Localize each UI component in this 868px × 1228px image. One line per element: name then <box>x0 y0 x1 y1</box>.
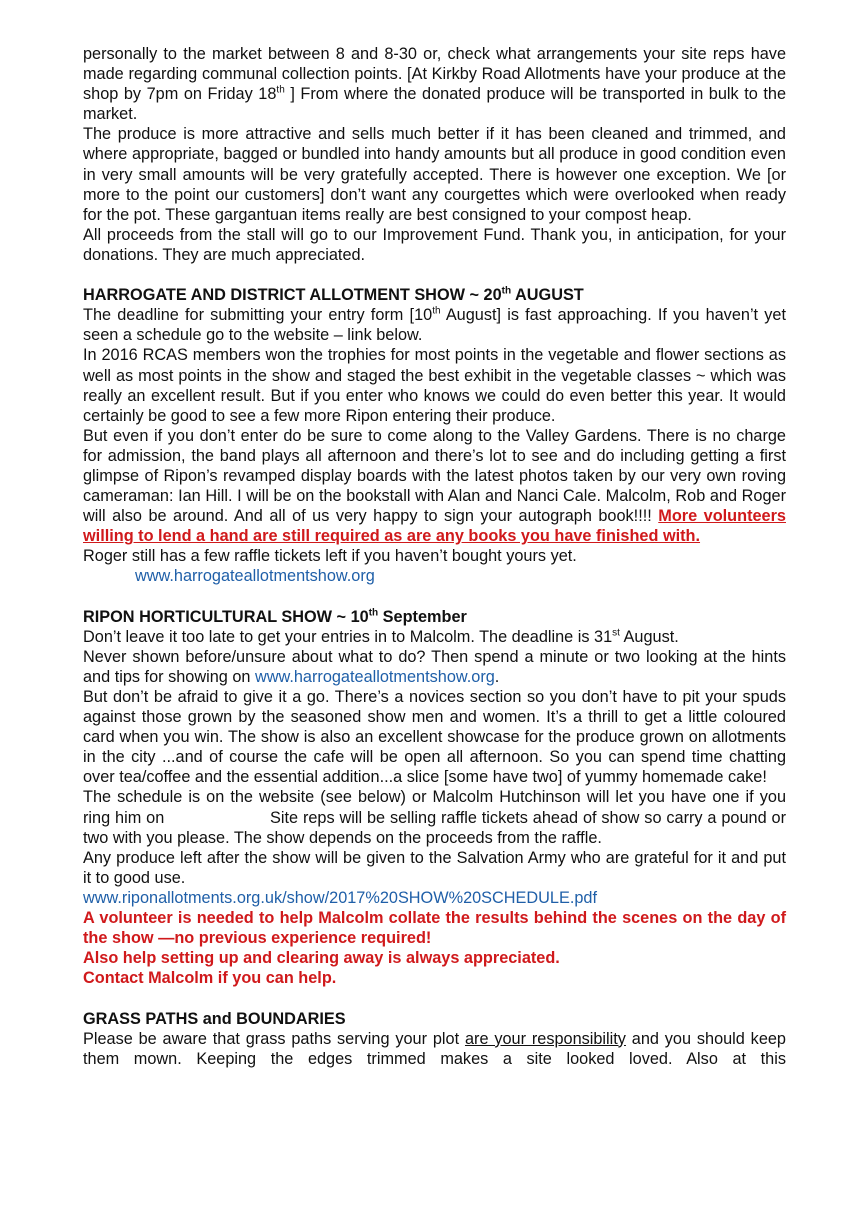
harrogate-show-heading: HARROGATE AND DISTRICT ALLOTMENT SHOW ~ 20th AUGUST <box>83 285 584 305</box>
harrogate-website-inline-link[interactable]: www.harrogateallotmentshow.org <box>254 667 495 686</box>
ripon-paragraph-5: Any produce left after the show will be given to the Salvation Army who are grateful for it and put it to good use. <box>83 848 786 887</box>
harrogate-paragraph-1: The deadline for submitting your entry form [10th August] is fast approaching. If you haven’t yet seen a schedule go to the website – link below. <box>83 305 786 345</box>
grass-paths-heading: GRASS PATHS and BOUNDARIES <box>83 1009 346 1028</box>
responsibility-emphasis: are your responsibility <box>464 1029 626 1048</box>
harrogate-link-line <box>83 566 786 586</box>
harrogate-paragraph-4: Roger still has a few raffle tickets left if you haven’t bought yours yet. <box>83 547 577 566</box>
harrogate-website-link[interactable]: www.harrogateallotmentshow.org <box>135 567 375 586</box>
intro-paragraph-1: personally to the market between 8 and 8-30 or, check what arrangements your site reps have made regarding communal collection points. [At Kirkby Road Allotments have your produce at the shop by 7pm on Friday 18th ] From where the donated produce will be transported in bulk to the market. <box>83 45 787 124</box>
spacer <box>83 587 786 607</box>
ripon-paragraph-2: Never shown before/unsure about what to do? Then spend a minute or two looking at the hints and tips for showing on www.harrogateallotmentshow.org. <box>83 647 786 686</box>
volunteer-notice-1: A volunteer is needed to help Malcolm collate the results behind the scenes on the day of the show —no previous experience required! <box>83 909 786 948</box>
ripon-link-line <box>83 888 786 908</box>
harrogate-paragraph-2: In 2016 RCAS members won the trophies for most points in the vegetable and flower sections as well as most points in the show and staged the best exhibit in the vegetable classes ~ which was really an excellent result. But if you enter who knows we could do even better this year. It would certainly be good to see a few more Ripon entering their produce. <box>83 346 786 425</box>
ripon-paragraph-3: But don’t be afraid to give it a go. There’s a novices section so you don’t have to pit your spuds against those grown by the seasoned show men and women. It’s a thrill to get a little coloured card when you win. The show is also an excellent showcase for the produce grown on allotments in the city ...and of course the cafe will be open all afternoon. So you can spend time chatting over tea/coffee and the essential addition...a slice [some have two] of yummy homemade cake! <box>83 688 786 787</box>
ripon-paragraph-4: The schedule is on the website (see below) or Malcolm Hutchinson will let you have one if you ring him on Site reps will be selling raffle tickets ahead of show so carry a pound or two with you please. The show depends on the proceeds from the raffle. <box>83 788 786 847</box>
harrogate-paragraph-3: But even if you don’t enter do be sure to come along to the Valley Gardens. There is no charge for admission, the band plays all afternoon and there’s lot to see and do including getting a first glimpse of Ripon’s revamped display boards with the latest photos taken by our very own roving cameraman: Ian Hill. I will be on the bookstall with Alan and Nanci Cale. Malcolm, Rob and Roger will also be around. And all of us very happy to sign your autograph book!!!! More volunteers willing to lend a hand are still required as are any books you have finished with. <box>83 426 786 546</box>
ripon-paragraph-1: Don’t leave it too late to get your entries in to Malcolm. The deadline is 31st August. <box>83 627 679 646</box>
volunteer-notice-3: Contact Malcolm if you can help. <box>83 969 337 988</box>
grass-paragraph-1: Please be aware that grass paths serving your plot are your responsibility and you should keep them mown. Keeping the edges trimmed makes a site looked loved. Also at this <box>83 1029 786 1068</box>
intro-paragraph-3: All proceeds from the stall will go to our Improvement Fund. Thank you, in anticipation, for your donations. They are much appreciated. <box>83 225 786 264</box>
newsletter-page <box>83 44 786 1069</box>
volunteers-needed-notice: More volunteers willing to lend a hand are still required as are any books you have finished with. <box>83 507 786 546</box>
spacer <box>83 265 786 285</box>
intro-paragraph-2: The produce is more attractive and sells much better if it has been cleaned and trimmed, and where appropriate, bagged or bundled into handy amounts but all produce in good condition even in very small amounts will be very gratefully accepted. There is however one exception. We [or more to the point our customers] don’t want any courgettes which were overlooked when ready for the pot. These gargantuan items really are best consigned to your compost heap. <box>83 125 786 224</box>
ripon-show-heading: RIPON HORTICULTURAL SHOW ~ 10th September <box>83 607 467 626</box>
schedule-pdf-link[interactable]: www.riponallotments.org.uk/show/2017%20SHOW%20SCHEDULE.pdf <box>83 888 597 907</box>
volunteer-notice-2: Also help setting up and clearing away is always appreciated. <box>83 949 560 968</box>
spacer <box>83 988 786 1008</box>
